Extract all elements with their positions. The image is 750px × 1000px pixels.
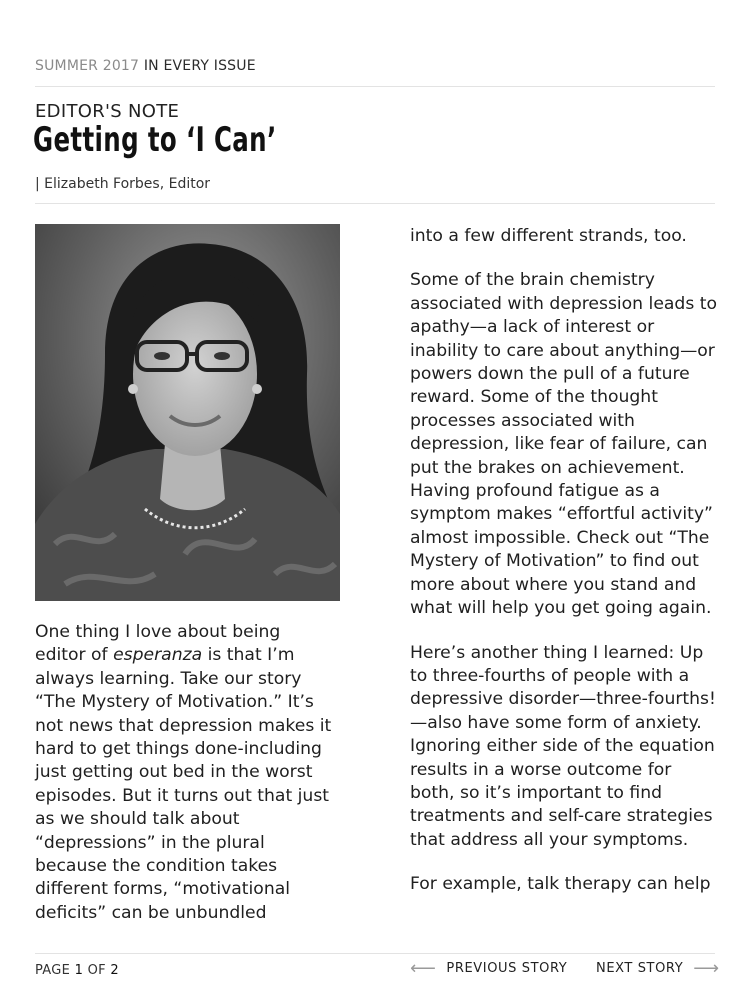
article-paragraph: Here’s another thing I learned: Up to three-fourths of people with a depressive disorder—three-fourths!—also have some form of anxiety. Ignoring either side of the equation results in a worse outcome for both, so it’s important to find treatments and self-care strategies that address all your symptoms.: [410, 642, 716, 850]
article-paragraph: Some of the brain chemistry associated with depression leads to apathy—a lack of interest or inability to care about anything—or powers down the pull of a future reward. Some of the thought processes associated with depression, like fear of failure, can put the brakes on achievement. Having profound fatigue as a symptom makes “effortful activity” almost impossible. Check out “The Mystery of Motivation” to find out more about where you stand and what will help you get going again.: [410, 270, 718, 619]
article-column-left: [35, 621, 335, 946]
arrow-left-icon: ⟵: [410, 957, 437, 979]
editor-portrait-photo: [35, 224, 340, 601]
paragraph-text: is that I’m always learning. Take our story “The Mystery of Motivation.” It’s not news that depression makes it hard to get things done-including just getting out bed in the worst episodes. But it turns out that just as we should talk about “depressions” in the plural because the condition takes different forms, “motivational deficits” can be unbundled: [35, 645, 332, 923]
article-column-right: [410, 225, 720, 918]
page-current: 1: [74, 963, 84, 978]
article-kicker: EDITOR'S NOTE: [35, 101, 180, 122]
previous-story-button[interactable]: [410, 957, 568, 979]
arrow-right-icon: ⟶: [693, 957, 720, 979]
divider-top: [35, 86, 715, 87]
next-story-button[interactable]: [596, 957, 720, 979]
issue-season: SUMMER 2017: [35, 58, 140, 74]
next-story-label: NEXT STORY: [596, 961, 684, 976]
portrait-image-icon: [35, 224, 340, 601]
page-total: 2: [110, 963, 119, 978]
page-label: PAGE: [35, 963, 71, 978]
issue-section[interactable]: IN EVERY ISSUE: [143, 58, 256, 74]
article-paragraph: [35, 621, 335, 925]
paragraph-text: One thing I love about being editor of: [35, 622, 281, 666]
article-byline: | Elizabeth Forbes, Editor: [35, 176, 211, 192]
divider-footer: [35, 953, 715, 954]
article-paragraph: For example, talk therapy can help: [410, 874, 711, 895]
article-paragraph: into a few different strands, too.: [410, 226, 687, 246]
article-title: Getting to ‘I Can’: [33, 120, 277, 160]
page-of: OF: [87, 963, 106, 978]
page-indicator: [35, 963, 119, 978]
previous-story-label: PREVIOUS STORY: [446, 961, 568, 976]
magazine-name: esperanza: [113, 645, 203, 666]
issue-breadcrumb: [35, 58, 715, 74]
divider-header: [35, 203, 715, 204]
